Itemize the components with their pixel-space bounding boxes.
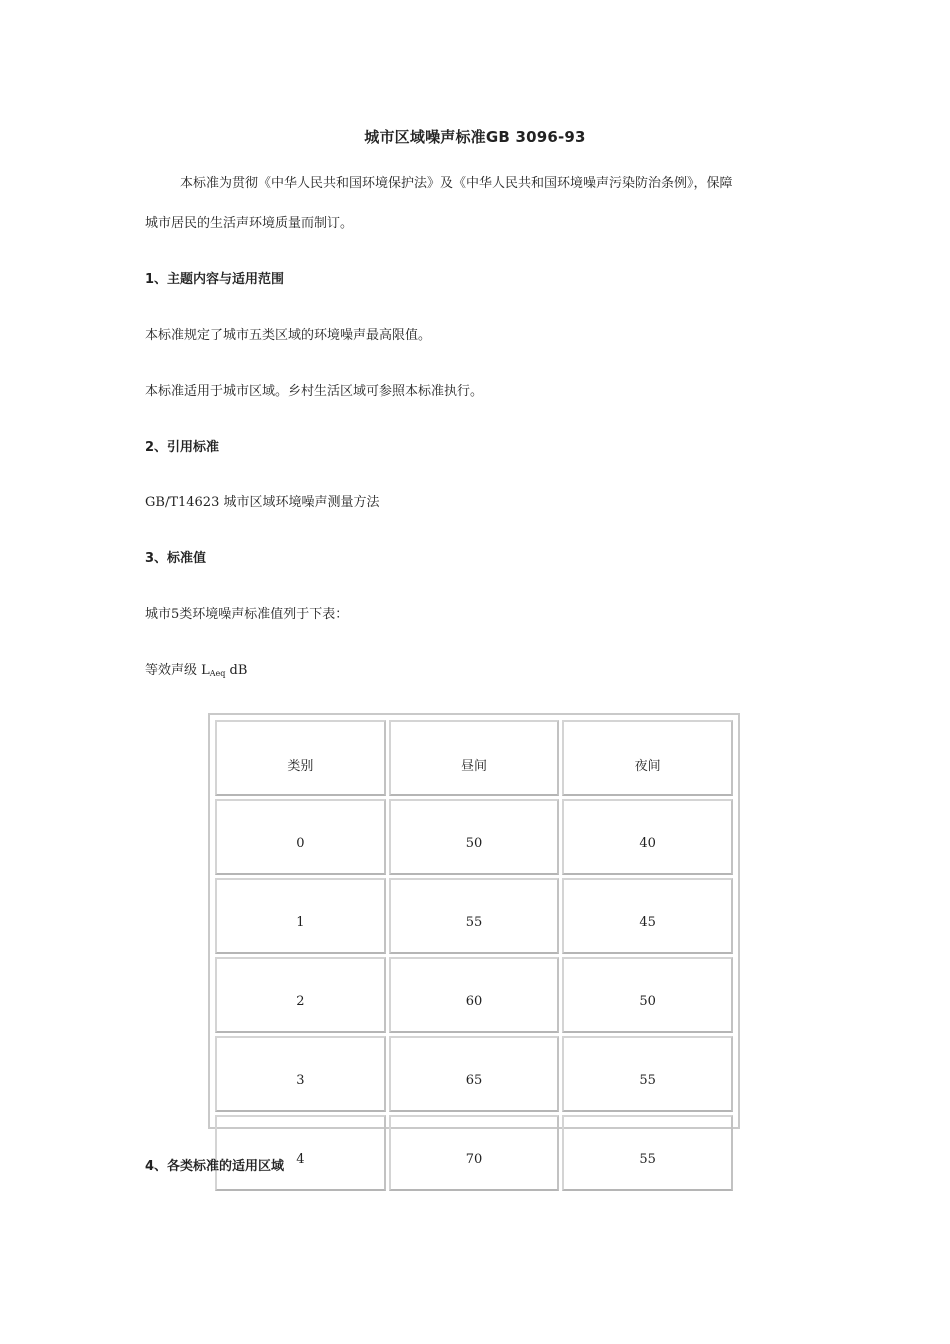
intro-line-1: 本标准为贯彻《中华人民共和国环境保护法》及《中华人民共和国环境噪声污染防治条例》，保障: [180, 176, 733, 191]
table-row: [215, 1115, 733, 1191]
noise-standard-table: [208, 713, 740, 1167]
cell-category: 2: [215, 957, 386, 1033]
header-daytime: 昼间: [389, 720, 560, 796]
cell-category: 3: [215, 1036, 386, 1112]
section-3-heading: 3、标准值: [145, 551, 207, 566]
section-4-heading: 4、各类标准的适用区域: [145, 1159, 285, 1174]
unit-label: [145, 662, 247, 683]
cell-category: 4: [215, 1115, 386, 1191]
cell-nighttime: 50: [562, 957, 733, 1033]
intro-line-2: 城市居民的生活声环境质量而制订。: [145, 216, 354, 231]
cell-daytime: 65: [389, 1036, 560, 1112]
table-header-row: [215, 720, 733, 796]
cell-daytime: 50: [389, 799, 560, 875]
document-title: 城市区域噪声标准GB 3096-93: [364, 128, 586, 146]
section-3-paragraph-1: 城市5类环境噪声标准值列于下表：: [145, 607, 349, 622]
table-row: [215, 957, 733, 1033]
cell-category: 0: [215, 799, 386, 875]
cell-daytime: 60: [389, 957, 560, 1033]
section-1-paragraph-2: 本标准适用于城市区域。乡村生活区域可参照本标准执行。: [145, 384, 484, 399]
table-row: [215, 1036, 733, 1112]
cell-nighttime: 55: [562, 1036, 733, 1112]
cell-nighttime: 40: [562, 799, 733, 875]
unit-suffix: dB: [225, 663, 248, 678]
section-2-heading: 2、引用标准: [145, 440, 220, 455]
table-row: [215, 799, 733, 875]
noise-standard-table-grid: [212, 717, 736, 1194]
table-row: [215, 878, 733, 954]
cell-category: 1: [215, 878, 386, 954]
cell-nighttime: 55: [562, 1115, 733, 1191]
header-category: 类别: [215, 720, 386, 796]
cell-nighttime: 45: [562, 878, 733, 954]
cell-daytime: 55: [389, 878, 560, 954]
unit-prefix: 等效声级 L: [145, 663, 210, 678]
unit-subscript: Aeq: [209, 669, 226, 678]
section-1-heading: 1、主题内容与适用范围: [145, 272, 285, 287]
section-1-paragraph-1: 本标准规定了城市五类区域的环境噪声最高限值。: [145, 328, 432, 343]
cell-daytime: 70: [389, 1115, 560, 1191]
section-2-paragraph-1: GB/T14623 城市区域环境噪声测量方法: [145, 495, 380, 510]
header-nighttime: 夜间: [562, 720, 733, 796]
